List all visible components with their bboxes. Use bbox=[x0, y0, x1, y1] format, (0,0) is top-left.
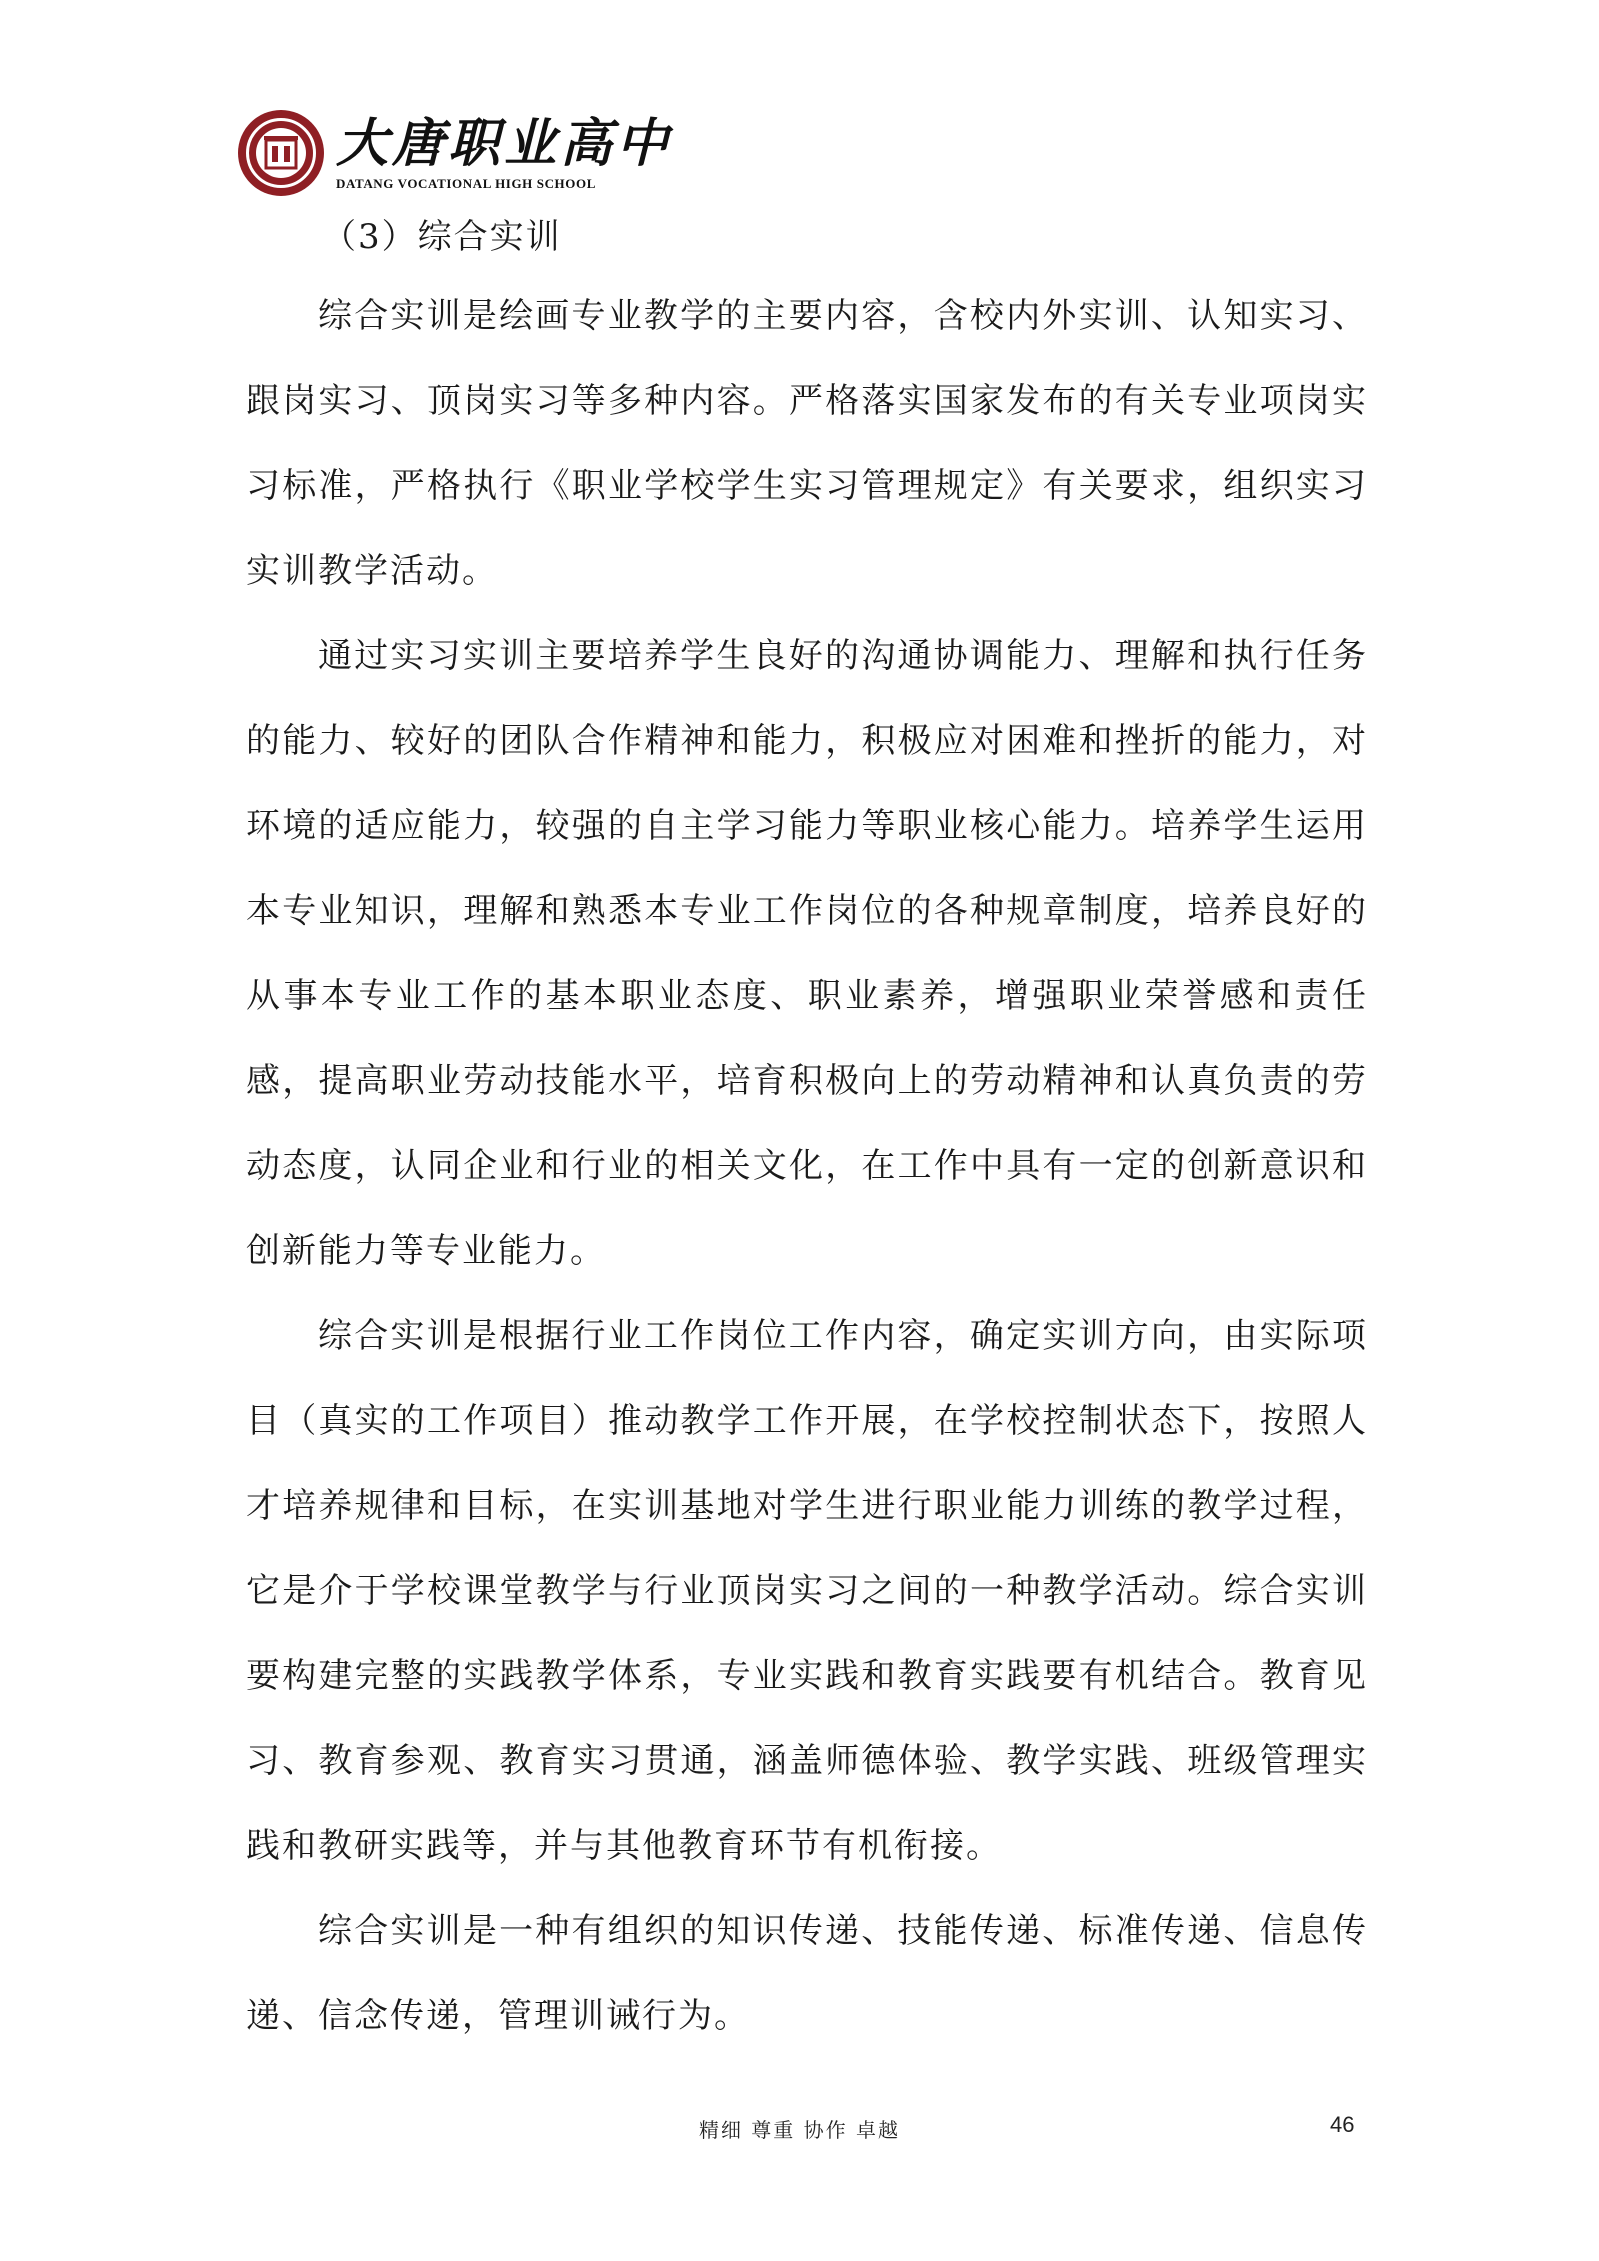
footer-motto: 精细 尊重 协作 卓越 bbox=[698, 2118, 901, 2142]
school-name-cn: 大唐职业高中 bbox=[336, 113, 673, 174]
paragraph-3: 综合实训是根据行业工作岗位工作内容，确定实训方向，由实际项目（真实的工作项目）推动教学工作开展，在学校控制状态下，按照人才培养规律和目标，在实训基地对学生进行职业能力训练的教学过程，它是介于学校课堂教学与行业顶岗实习之间的一种教学活动。综合实训要构建完整的实践教学体系，专业实践和教育实践要有机结合。教育见习、教育参观、教育实习贯通，涵盖师德体验、教学实践、班级管理实践和教研实践等，并与其他教育环节有机衔接。 bbox=[246, 1316, 1368, 1866]
paragraph-4: 综合实训是一种有组织的知识传递、技能传递、标准传递、信息传递、信念传递，管理训诫行为。 bbox=[246, 1911, 1368, 2036]
page-header bbox=[238, 108, 672, 198]
paragraph-2: 通过实习实训主要培养学生良好的沟通协调能力、理解和执行任务的能力、较好的团队合作精神和能力，积极应对困难和挫折的能力，对环境的适应能力，较强的自主学习能力等职业核心能力。培养学生运用本专业知识，理解和熟悉本专业工作岗位的各种规章制度，培养良好的从事本专业工作的基本职业态度、职业素养，增强职业荣誉感和责任感，提高职业劳动技能水平，培育积极向上的劳动精神和认真负责的劳动态度，认同企业和行业的相关文化，在工作中具有一定的创新意识和创新能力等专业能力。 bbox=[246, 636, 1368, 1271]
paragraph-1: 综合实训是绘画专业教学的主要内容，含校内外实训、认知实习、跟岗实习、顶岗实习等多种内容。严格落实国家发布的有关专业项岗实习标准，严格执行《职业学校学生实习管理规定》有关要求，组织实习实训教学活动。 bbox=[246, 296, 1368, 591]
page-number: 46 bbox=[1330, 2112, 1355, 2137]
section-heading: （3）综合实训 bbox=[322, 217, 562, 257]
school-seal-icon bbox=[238, 110, 324, 196]
logo-text bbox=[336, 114, 672, 192]
school-name-en: DATANG VOCATIONAL HIGH SCHOOL bbox=[336, 176, 596, 191]
document-body bbox=[246, 200, 1368, 2059]
